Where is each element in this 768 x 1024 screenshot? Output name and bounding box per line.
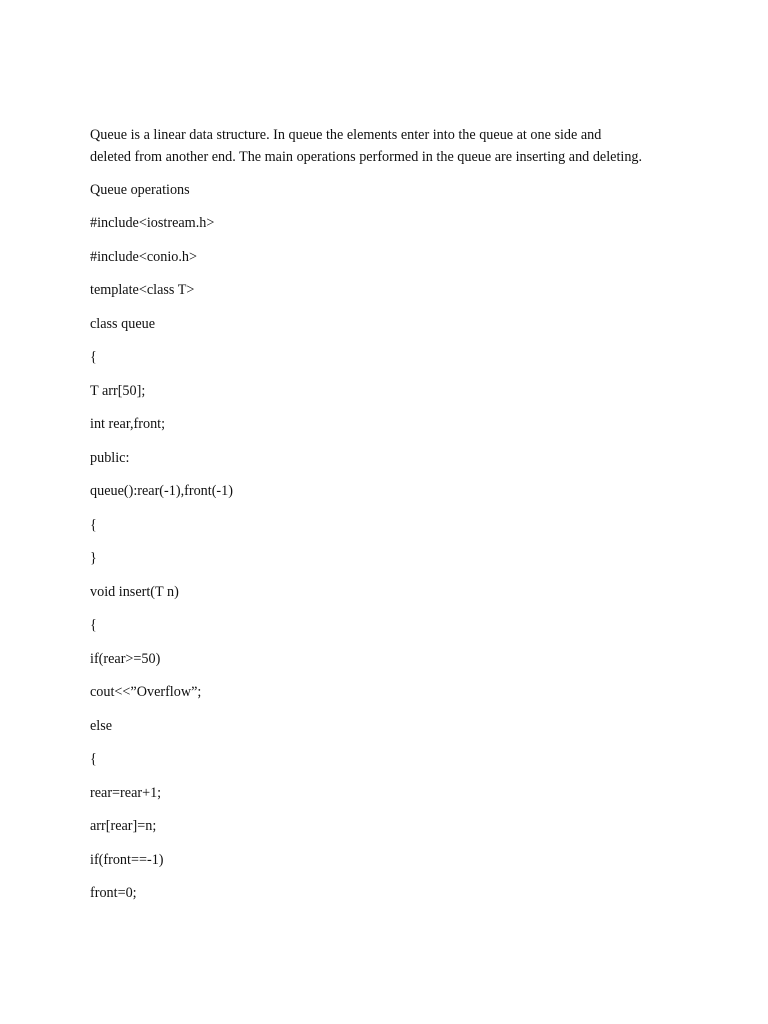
intro-line: Queue is a linear data structure. In queue the elements enter into the queue at one side and — [90, 127, 602, 143]
code-line: { — [90, 617, 97, 633]
code-line: if(front==-1) — [90, 851, 164, 868]
code-line: class queue — [90, 315, 156, 332]
intro-paragraph — [90, 125, 690, 168]
code-line: else — [90, 717, 113, 734]
code-line: #include<conio.h> — [90, 248, 198, 265]
code-line: public: — [90, 449, 130, 466]
section-heading: Queue operations — [90, 182, 190, 198]
code-line: { — [90, 516, 97, 533]
code-line: { — [90, 349, 97, 365]
code-line: template<class T> — [90, 282, 195, 298]
code-line: cout<<”Overflow”; — [90, 684, 202, 700]
code-line: { — [90, 751, 97, 767]
code-line: queue():rear(-1),front(-1) — [90, 483, 233, 499]
code-listing — [90, 213, 233, 917]
code-line: rear=rear+1; — [90, 784, 162, 801]
code-line: T arr[50]; — [90, 382, 146, 399]
code-line: if(rear>=50) — [90, 650, 161, 667]
code-line: void insert(T n) — [90, 583, 179, 600]
code-line: int rear,front; — [90, 416, 166, 432]
code-line: #include<iostream.h> — [90, 215, 215, 231]
code-line: arr[rear]=n; — [90, 818, 157, 834]
code-line: front=0; — [90, 885, 137, 901]
intro-line: deleted from another end. The main operations performed in the queue are inserting and deleting. — [90, 148, 643, 165]
code-line: } — [90, 550, 97, 566]
